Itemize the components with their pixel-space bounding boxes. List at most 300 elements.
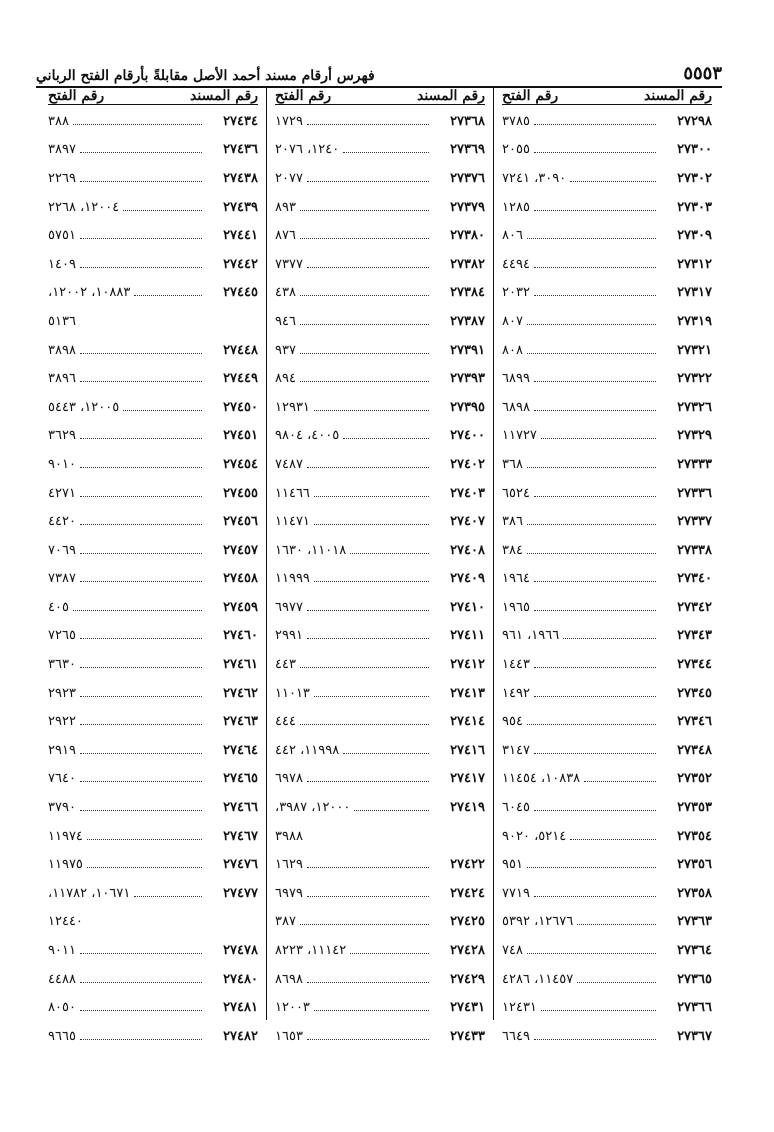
entry-row xyxy=(502,136,712,165)
entry-row xyxy=(48,107,258,136)
entry-row xyxy=(502,536,712,565)
musnad-number: ٢٧٤٦٧ xyxy=(223,828,258,844)
entry-row xyxy=(48,936,258,965)
dot-leader xyxy=(534,610,656,611)
musnad-number: ٢٧٣٠٩ xyxy=(677,228,712,244)
entry-row xyxy=(48,250,258,279)
entry-list xyxy=(48,107,258,1051)
fath-number: ٣٨٨ xyxy=(48,113,69,129)
entry-row xyxy=(275,908,485,937)
entry-row xyxy=(275,765,485,794)
fath-number: ٦٩٧٩ xyxy=(275,885,303,901)
index-table xyxy=(40,88,720,1044)
dot-leader xyxy=(314,496,429,497)
dot-leader xyxy=(314,1010,429,1011)
entry-row xyxy=(275,736,485,765)
dot-leader xyxy=(527,953,656,954)
dot-leader xyxy=(123,410,202,411)
fath-number: ٩٥٤ xyxy=(502,714,523,730)
musnad-number: ٢٧٣٦٣ xyxy=(677,914,712,930)
dot-leader xyxy=(541,1010,656,1011)
fath-number: ٨٠٧ xyxy=(502,313,523,329)
dot-leader xyxy=(527,867,656,868)
dot-leader xyxy=(577,924,656,925)
entry-row xyxy=(502,250,712,279)
fath-number: ٤٣٨ xyxy=(275,285,296,301)
fath-number: ١١٩٧٤ xyxy=(48,828,83,844)
entry-row xyxy=(502,565,712,594)
entry-row xyxy=(275,679,485,708)
dot-leader xyxy=(534,295,656,296)
entry-row xyxy=(275,993,485,1022)
fath-number: ٩٤٦ xyxy=(275,313,296,329)
fath-number: ٧٣٧٧ xyxy=(275,256,303,272)
fath-number: ٣٧٩٠ xyxy=(48,800,76,816)
dot-leader xyxy=(534,753,656,754)
dot-leader xyxy=(80,1010,202,1011)
musnad-number: ٢٧٤٠٠ xyxy=(450,428,485,444)
fath-number: ٩٥١ xyxy=(502,857,523,873)
entry-row xyxy=(502,364,712,393)
musnad-number: ٢٧٣٤٦ xyxy=(677,714,712,730)
fath-number: ٢٠٣٢ xyxy=(502,285,530,301)
musnad-number: ٢٧٤٥١ xyxy=(223,428,258,444)
entry-row xyxy=(275,193,485,222)
musnad-number: ٢٧٤٥٧ xyxy=(223,542,258,558)
entry-row xyxy=(502,107,712,136)
fath-number: ١٠٨٨٣، ١٢٠٠٢، xyxy=(48,285,131,301)
fath-number: ٣٧٨٥ xyxy=(502,113,530,129)
fath-number: ٧٧١٩ xyxy=(502,885,530,901)
musnad-number: ٢٧٤٥٤ xyxy=(223,456,258,472)
fath-number: ٤٠٥ xyxy=(48,599,69,615)
musnad-number: ٢٧٣٨٢ xyxy=(450,256,485,272)
fath-number: ٧٤٨٧ xyxy=(275,456,303,472)
fath-number: ١٠٦٧١، ١١٧٨٢، xyxy=(48,885,131,901)
fath-number: ٣٨٩٨ xyxy=(48,342,76,358)
fath-number: ٣٦٢٩ xyxy=(48,428,76,444)
entry-row xyxy=(48,1022,258,1051)
fath-number: ٦٨٩٨ xyxy=(502,399,530,415)
entry-row xyxy=(275,622,485,651)
entry-row xyxy=(502,879,712,908)
musnad-number: ٢٧٣٢١ xyxy=(677,342,712,358)
musnad-number: ٢٧٣٢٩ xyxy=(677,428,712,444)
musnad-number: ٢٧٣٦٥ xyxy=(677,971,712,987)
dot-leader xyxy=(534,152,656,153)
musnad-number: ٢٧٣١٢ xyxy=(677,256,712,272)
column-header xyxy=(275,88,485,105)
entry-row xyxy=(275,136,485,165)
entry-row xyxy=(48,622,258,651)
musnad-number: ٢٧٣٨٧ xyxy=(450,313,485,329)
entry-row xyxy=(502,221,712,250)
dot-leader xyxy=(80,524,202,525)
fath-number: ١١١٤٢، ٨٢٢٣ xyxy=(275,943,347,959)
entry-row xyxy=(48,707,258,736)
dot-leader xyxy=(534,1039,656,1040)
fath-number: ١١٤٦٦ xyxy=(275,485,310,501)
musnad-number: ٢٧٣٠٠ xyxy=(677,142,712,158)
dot-leader xyxy=(534,210,656,211)
fath-number: ٣٨٩٦ xyxy=(48,371,76,387)
entry-row xyxy=(275,507,485,536)
entry-row xyxy=(275,965,485,994)
musnad-number: ٢٧٤٢٥ xyxy=(450,914,485,930)
entry-row xyxy=(48,536,258,565)
entry-row xyxy=(502,850,712,879)
musnad-number: ٢٧٤١٦ xyxy=(450,742,485,758)
dot-leader xyxy=(134,896,202,897)
fath-number: ٩٦٦٥ xyxy=(48,1028,76,1044)
musnad-number: ٢٧٣٦٩ xyxy=(450,142,485,158)
fath-number: ٤٤٩٤ xyxy=(502,256,530,272)
dot-leader xyxy=(534,667,656,668)
musnad-number: ٢٧٤٨٠ xyxy=(223,971,258,987)
dot-leader xyxy=(534,410,656,411)
entry-row xyxy=(502,479,712,508)
dot-leader xyxy=(300,238,429,239)
dot-leader xyxy=(80,953,202,954)
fath-number: ١١٩٩٨، ٤٤٢ xyxy=(275,742,340,758)
dot-leader xyxy=(80,724,202,725)
dot-leader xyxy=(87,839,202,840)
fath-number: ١٢٨٥ xyxy=(502,199,530,215)
entry-row xyxy=(275,936,485,965)
entry-row xyxy=(502,908,712,937)
entry-row xyxy=(502,993,712,1022)
dot-leader xyxy=(73,124,202,125)
dot-leader xyxy=(527,353,656,354)
fath-number: ١٤٤٣ xyxy=(502,657,530,673)
musnad-number: ٢٧٣٢٦ xyxy=(677,399,712,415)
entry-list xyxy=(502,107,712,1051)
dot-leader xyxy=(80,381,202,382)
fath-number: ٣٨٩٧ xyxy=(48,142,76,158)
entry-row xyxy=(48,479,258,508)
dot-leader xyxy=(343,152,429,153)
entry-row xyxy=(275,879,485,908)
musnad-number: ٢٧٣٤٢ xyxy=(677,599,712,615)
entry-row xyxy=(275,536,485,565)
entry-row xyxy=(275,593,485,622)
entry-row xyxy=(275,793,485,822)
dot-leader xyxy=(80,238,202,239)
fath-number: ١٠٨٣٨، ١١٤٥٤ xyxy=(502,771,581,787)
musnad-number: ٢٧٤٦٦ xyxy=(223,800,258,816)
musnad-number: ٢٧٤٢٩ xyxy=(450,971,485,987)
fath-number: ٦٥٢٤ xyxy=(502,485,530,501)
dot-leader xyxy=(80,467,202,468)
musnad-number: ٢٧٤٠٣ xyxy=(450,485,485,501)
fath-number: ٧٦٤٠ xyxy=(48,771,76,787)
musnad-number: ٢٧٤٧٧ xyxy=(223,885,258,901)
entry-row xyxy=(275,250,485,279)
fath-number: ٩٣٧ xyxy=(275,342,296,358)
musnad-number: ٢٧٣٩٣ xyxy=(450,371,485,387)
musnad-number: ٢٧٣٠٣ xyxy=(677,199,712,215)
fath-number: ١٢٠٠٠، ٣٩٨٧، xyxy=(275,800,351,816)
dot-leader xyxy=(350,553,429,554)
entry-row xyxy=(48,993,258,1022)
fath-number: ٨٩٤ xyxy=(275,371,296,387)
dot-leader xyxy=(534,381,656,382)
fath-number: ٣٨٧ xyxy=(275,914,296,930)
entry-row xyxy=(275,279,485,308)
dot-leader xyxy=(350,953,429,954)
fath-number: ٣١٤٧ xyxy=(502,742,530,758)
entry-row xyxy=(502,1022,712,1051)
entry-row xyxy=(48,965,258,994)
musnad-number: ٢٧٣٤٣ xyxy=(677,628,712,644)
fath-number: ١١٩٧٥ xyxy=(48,857,83,873)
musnad-number: ٢٧٤٤٩ xyxy=(223,371,258,387)
dot-leader xyxy=(307,267,429,268)
entry-row xyxy=(275,650,485,679)
fath-number: ٥١٣٦ xyxy=(48,313,76,329)
musnad-number: ٢٧٤٥٠ xyxy=(223,399,258,415)
header-fath-number: رقم الفتح xyxy=(275,88,332,104)
entry-row xyxy=(502,622,712,651)
entry-row xyxy=(48,507,258,536)
fath-number: ١٩٦٦، ٩٦١ xyxy=(502,628,560,644)
fath-number: ١٢٤٣١ xyxy=(502,1000,537,1016)
fath-number: ١٦٢٩ xyxy=(275,857,303,873)
fath-number: ٤٤٨٨ xyxy=(48,971,76,987)
entry-row xyxy=(48,136,258,165)
fath-number: ٣٩٨٨ xyxy=(275,828,303,844)
entry-row xyxy=(502,336,712,365)
fath-number: ١٢٤٤٠ xyxy=(48,914,83,930)
entry-row xyxy=(48,908,258,937)
entry-row xyxy=(275,479,485,508)
dot-leader xyxy=(80,1039,202,1040)
musnad-number: ٢٧٣٤٨ xyxy=(677,742,712,758)
musnad-number: ٢٧٣٦٦ xyxy=(677,1000,712,1016)
entry-row xyxy=(502,279,712,308)
dot-leader xyxy=(343,753,429,754)
fath-number: ١١٠١٨، ١٦٣٠ xyxy=(275,542,347,558)
musnad-number: ٢٧٣٥٤ xyxy=(677,828,712,844)
dot-leader xyxy=(300,324,429,325)
dot-leader xyxy=(80,553,202,554)
dot-leader xyxy=(307,610,429,611)
musnad-number: ٢٧٤٠٩ xyxy=(450,571,485,587)
musnad-number: ٢٧٣١٩ xyxy=(677,313,712,329)
entry-row xyxy=(48,879,258,908)
musnad-number: ٢٧٤٣٨ xyxy=(223,170,258,186)
entry-row xyxy=(502,965,712,994)
fath-number: ٤٤٣ xyxy=(275,657,296,673)
fath-number: ١٢٠٠٤، ٢٢٦٨ xyxy=(48,199,120,215)
entry-row xyxy=(502,422,712,451)
fath-number: ٤٤٢٠ xyxy=(48,514,76,530)
musnad-number: ٢٧٣٧٩ xyxy=(450,199,485,215)
fath-number: ٤٤٤ xyxy=(275,714,296,730)
dot-leader xyxy=(534,267,656,268)
fath-number: ٩٠١٠ xyxy=(48,456,76,472)
entry-row xyxy=(48,765,258,794)
fath-number: ٢٠٧٧ xyxy=(275,170,303,186)
fath-number: ٣٦٣٠ xyxy=(48,657,76,673)
musnad-number: ٢٧٤٦٣ xyxy=(223,714,258,730)
fath-number: ١٤٩٢ xyxy=(502,685,530,701)
musnad-number: ٢٧٤٧٦ xyxy=(223,857,258,873)
fath-number: ٣٨٤ xyxy=(502,542,523,558)
dot-leader xyxy=(80,152,202,153)
musnad-number: ٢٧٣٨٤ xyxy=(450,285,485,301)
entry-row xyxy=(48,336,258,365)
musnad-number: ٢٧٤٦٢ xyxy=(223,685,258,701)
fath-number: ٧٠٦٩ xyxy=(48,542,76,558)
dot-leader xyxy=(300,210,429,211)
musnad-number: ٢٧٣٥٣ xyxy=(677,800,712,816)
musnad-number: ٢٧٤١٠ xyxy=(450,599,485,615)
dot-leader xyxy=(534,696,656,697)
dot-leader xyxy=(527,553,656,554)
dot-leader xyxy=(80,638,202,639)
entry-row xyxy=(502,679,712,708)
dot-leader xyxy=(570,839,656,840)
fath-number: ١٢٩٣١ xyxy=(275,399,310,415)
entry-row xyxy=(48,307,258,336)
musnad-number: ٢٧٤٦٤ xyxy=(223,742,258,758)
musnad-number: ٢٧٣٩١ xyxy=(450,342,485,358)
dot-leader xyxy=(534,124,656,125)
fath-number: ٢٩٢٢ xyxy=(48,714,76,730)
fath-number: ٨٦٩٨ xyxy=(275,971,303,987)
dot-leader xyxy=(314,410,429,411)
entry-row xyxy=(275,707,485,736)
dot-leader xyxy=(80,267,202,268)
fath-number: ١٦٥٣ xyxy=(275,1028,303,1044)
fath-number: ١١٠١٣ xyxy=(275,685,310,701)
dot-leader xyxy=(527,324,656,325)
entry-row xyxy=(275,1022,485,1051)
musnad-number: ٢٧٣٣٣ xyxy=(677,456,712,472)
fath-number: ٨٠٥٠ xyxy=(48,1000,76,1016)
dot-leader xyxy=(307,638,429,639)
dot-leader xyxy=(300,353,429,354)
musnad-number: ٢٧٣٤٥ xyxy=(677,685,712,701)
entry-row xyxy=(502,707,712,736)
fath-number: ١١٤٥٧، ٤٢٨٦ xyxy=(502,971,574,987)
fath-number: ٢٢٦٩ xyxy=(48,170,76,186)
musnad-number: ٢٧٣٧٦ xyxy=(450,170,485,186)
entry-row xyxy=(502,936,712,965)
fath-number: ٧٢٦٥ xyxy=(48,628,76,644)
entry-row xyxy=(48,650,258,679)
fath-number: ٧٤٨ xyxy=(502,943,523,959)
column-header xyxy=(48,88,258,105)
musnad-number: ٢٧٤٦٥ xyxy=(223,771,258,787)
entry-row xyxy=(502,450,712,479)
fath-number: ٨٠٨ xyxy=(502,342,523,358)
fath-number: ٨٠٦ xyxy=(502,228,523,244)
musnad-number: ٢٧٤١٣ xyxy=(450,685,485,701)
dot-leader xyxy=(527,467,656,468)
entry-row xyxy=(48,593,258,622)
musnad-number: ٢٧٣٢٢ xyxy=(677,371,712,387)
fath-number: ٣٨٦ xyxy=(502,514,523,530)
dot-leader xyxy=(307,867,429,868)
dot-leader xyxy=(584,781,656,782)
dot-leader xyxy=(563,638,656,639)
musnad-number: ٢٧٤٣٣ xyxy=(450,1028,485,1044)
dot-leader xyxy=(300,295,429,296)
musnad-number: ٢٧٤٢٨ xyxy=(450,943,485,959)
fath-number: ١٢٦٧٦، ٥٣٩٢ xyxy=(502,914,574,930)
dot-leader xyxy=(314,581,429,582)
dot-leader xyxy=(534,810,656,811)
entry-row xyxy=(502,593,712,622)
musnad-number: ٢٧٤٨١ xyxy=(223,1000,258,1016)
dot-leader xyxy=(80,581,202,582)
fath-number: ١٩٦٥ xyxy=(502,599,530,615)
musnad-number: ٢٧٤٠٢ xyxy=(450,456,485,472)
entry-row xyxy=(502,822,712,851)
entry-row xyxy=(48,679,258,708)
entry-row xyxy=(48,279,258,308)
musnad-number: ٢٧٤٥٦ xyxy=(223,514,258,530)
dot-leader xyxy=(80,181,202,182)
fath-number: ٨٩٣ xyxy=(275,199,296,215)
entry-row xyxy=(502,307,712,336)
dot-leader xyxy=(300,381,429,382)
fath-number: ٧٣٨٧ xyxy=(48,571,76,587)
entry-row xyxy=(502,193,712,222)
entry-row xyxy=(48,364,258,393)
entry-row xyxy=(48,736,258,765)
musnad-number: ٢٧٤١٤ xyxy=(450,714,485,730)
entry-row xyxy=(48,221,258,250)
fath-number: ٦٠٤٥ xyxy=(502,800,530,816)
musnad-number: ٢٧٤٤٢ xyxy=(223,256,258,272)
entry-row xyxy=(275,336,485,365)
entry-row xyxy=(48,193,258,222)
fath-number: ٤٢٧١ xyxy=(48,485,76,501)
entry-row xyxy=(275,221,485,250)
dot-leader xyxy=(577,982,656,983)
entry-row xyxy=(275,850,485,879)
entry-row xyxy=(48,822,258,851)
fath-number: ٣٠٩٠، ٧٢٤١ xyxy=(502,170,567,186)
fath-number: ٢٩١٩ xyxy=(48,742,76,758)
musnad-number: ٢٧٤٤٨ xyxy=(223,342,258,358)
dot-leader xyxy=(527,524,656,525)
dot-leader xyxy=(314,696,429,697)
entry-row xyxy=(275,364,485,393)
entry-row xyxy=(502,393,712,422)
dot-leader xyxy=(534,896,656,897)
entry-row xyxy=(275,393,485,422)
musnad-number: ٢٧٣٣٧ xyxy=(677,514,712,530)
musnad-number: ٢٧٣٣٨ xyxy=(677,542,712,558)
fath-number: ١٢٤٠، ٢٠٧٦ xyxy=(275,142,340,158)
entry-row xyxy=(48,393,258,422)
fath-number: ٣٦٨ xyxy=(502,456,523,472)
musnad-number: ٢٧٤٥٥ xyxy=(223,485,258,501)
entry-row xyxy=(275,107,485,136)
entry-row xyxy=(48,422,258,451)
entry-row xyxy=(48,164,258,193)
musnad-number: ٢٧٤٣٤ xyxy=(223,113,258,129)
dot-leader xyxy=(300,924,429,925)
musnad-number: ٢٧٣٩٥ xyxy=(450,399,485,415)
entry-row xyxy=(275,822,485,851)
musnad-number: ٢٧٣٤٠ xyxy=(677,571,712,587)
dot-leader xyxy=(123,210,202,211)
